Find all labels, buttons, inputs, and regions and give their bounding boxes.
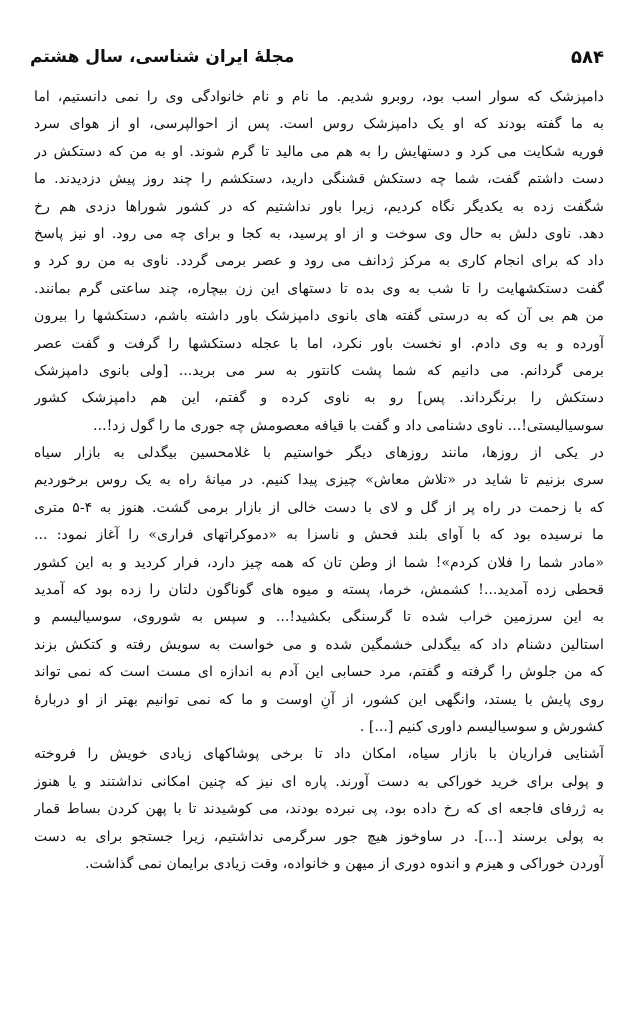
- text-line: به پولی برسند [...]. در ساوخوز هیچ جور سرگرمی نداشتیم، زیرا جستجو برای به دست: [34, 828, 604, 845]
- page-number: ۵۸۴: [571, 46, 604, 68]
- text-line: سری بزنیم تا شاید در «تلاش معاش» چیزی پیدا کنیم. در میانهٔ راه به یک روس برخوردیم: [34, 472, 604, 489]
- text-line: و پولی برای خرید خوراکی به دست آورند. پاره ای نیز که چنین امکانی نداشتند و یا هنوز: [34, 773, 604, 790]
- text-line: در یکی از روزها، مانند روزهای دیگر خواستیم با غلامحسین بیگدلی به بازار سیاه: [34, 445, 604, 462]
- text-line: دست داشتم گفت، شما چه دستکش قشنگی دارید، دستکشم را چند روز پیش دزدیدند. ما: [34, 171, 604, 188]
- text-line: به این سرزمین خراب شده تا گرسنگی بکشید!... و سپس به شوروی، سوسیالیسم و: [34, 609, 604, 626]
- text-line: کشورش و سوسیالیسم داوری کنیم [...] .: [359, 718, 604, 735]
- text-line: «مادر شما را فلان کردم»! شما از وطن تان که همه چیز دارد، فرار کردید و به این کشور: [34, 554, 604, 571]
- running-title: مجلهٔ ایران شناسی، سال هشتم: [30, 47, 295, 67]
- paragraph-1: [34, 84, 604, 440]
- text-line: دستکش را برنگرداند. پس] رو به ناوی کرده و گفتم، این هم دامپزشک کشور: [34, 390, 604, 407]
- text-line: دامپزشک که سوار اسب بود، روبرو شدیم. ما نام و نام خانوادگی وی را نمی دانستیم، اما: [34, 89, 604, 105]
- text-line: که با زحمت در راه پر از گل و لای با دست خالی از بازار برمی گشت. هنوز به ۴-۵ متری: [34, 499, 604, 516]
- paragraph-2: [34, 440, 604, 741]
- text-line: به ژرفای فاجعه ای که رخ داده بود، پی نبرده بودند، می کوشیدند تا با پهن کردن بساط قمار: [34, 801, 604, 818]
- text-line: سوسیالیستی!... ناوی دشنامی داد و گفت با قیافه معصومش چه جوری ما را گول زد!...: [93, 417, 604, 434]
- text-line: آورده و به وی دادم. او نخست باور نکرد، اما با عجله دستکشها را گرفت و گفت عصر: [34, 335, 604, 352]
- text-line: ما نرسیده بود که با آوای بلند فحش و ناسزا به «دموکراتهای فراری» را آغاز نمود: ...: [34, 527, 604, 544]
- text-line: گفت دستکشهایت را تا شب به وی بده تا دستهای این زن بیچاره، چند ساعتی گرم بمانند.: [34, 280, 604, 297]
- text-line: فوریه شکایت می کرد و دستهایش را به هم می مالید تا گرم شوند. او به من که دستکش در: [34, 143, 604, 160]
- text-line: قحطی زده آمدید...! کشمش، خرما، پسته و میوه های گوناگون دلتان را زده بود که آمدید: [34, 582, 604, 599]
- text-line: آشنایی فراریان با بازار سیاه، امکان داد تا برخی پوشاکهای زیادی خویش را فروخته: [34, 746, 604, 763]
- text-line: روی پایش با یستد، وانگهی این کشور، از آنِ اوست و ما که نمی توانیم بهتر از او دربارهٔ: [34, 691, 604, 708]
- text-line: آوردن خوراکی و هیزم و اندوه دوری از میهن و خانواده، وقت زیادی برایمان نمی گذاشت.: [84, 855, 604, 872]
- text-line: برمی گردانم. می دانیم که شما پشت کانتور به سر می برید... [ولی بانوی دامپزشک: [34, 362, 604, 379]
- text-line: که من جلوش را گرفته و گفتم، مرد حسابی این آدم به اندازه ای مست است که نمی تواند: [34, 664, 604, 681]
- text-line: دهد. ناوی دلش به حال وی سوخت و از او پرسید، به کجا و برای چه می رود. او نیز پاسخ: [34, 225, 604, 242]
- text-line: من هم بی آن که به درستی گفته های بانوی دامپزشک باور داشته باشم، دستکشها را بیرون: [34, 308, 604, 325]
- text-line: شگفت زده به یکدیگر نگاه کردیم، زیرا باور نداشتیم که در کشور شوراها دزدی هم رخ: [34, 198, 604, 215]
- text-line: به ما گفته بودند که او یک دامپزشک روس است. پس از احوالپرسی، او از هوای سرد: [34, 116, 604, 133]
- page-header: [30, 40, 604, 74]
- text-line: استالین دشنام داد که بیگدلی خشمگین شده و می خواست به سویش رفته و کتکش بزند: [34, 636, 604, 653]
- text-line: داد که برای انجام کاری به مرکز ژدانف می رود و عصر برمی گردد. ناوی به من رو کرد و: [34, 253, 604, 270]
- body-text: [34, 84, 604, 878]
- paragraph-3: [34, 741, 604, 878]
